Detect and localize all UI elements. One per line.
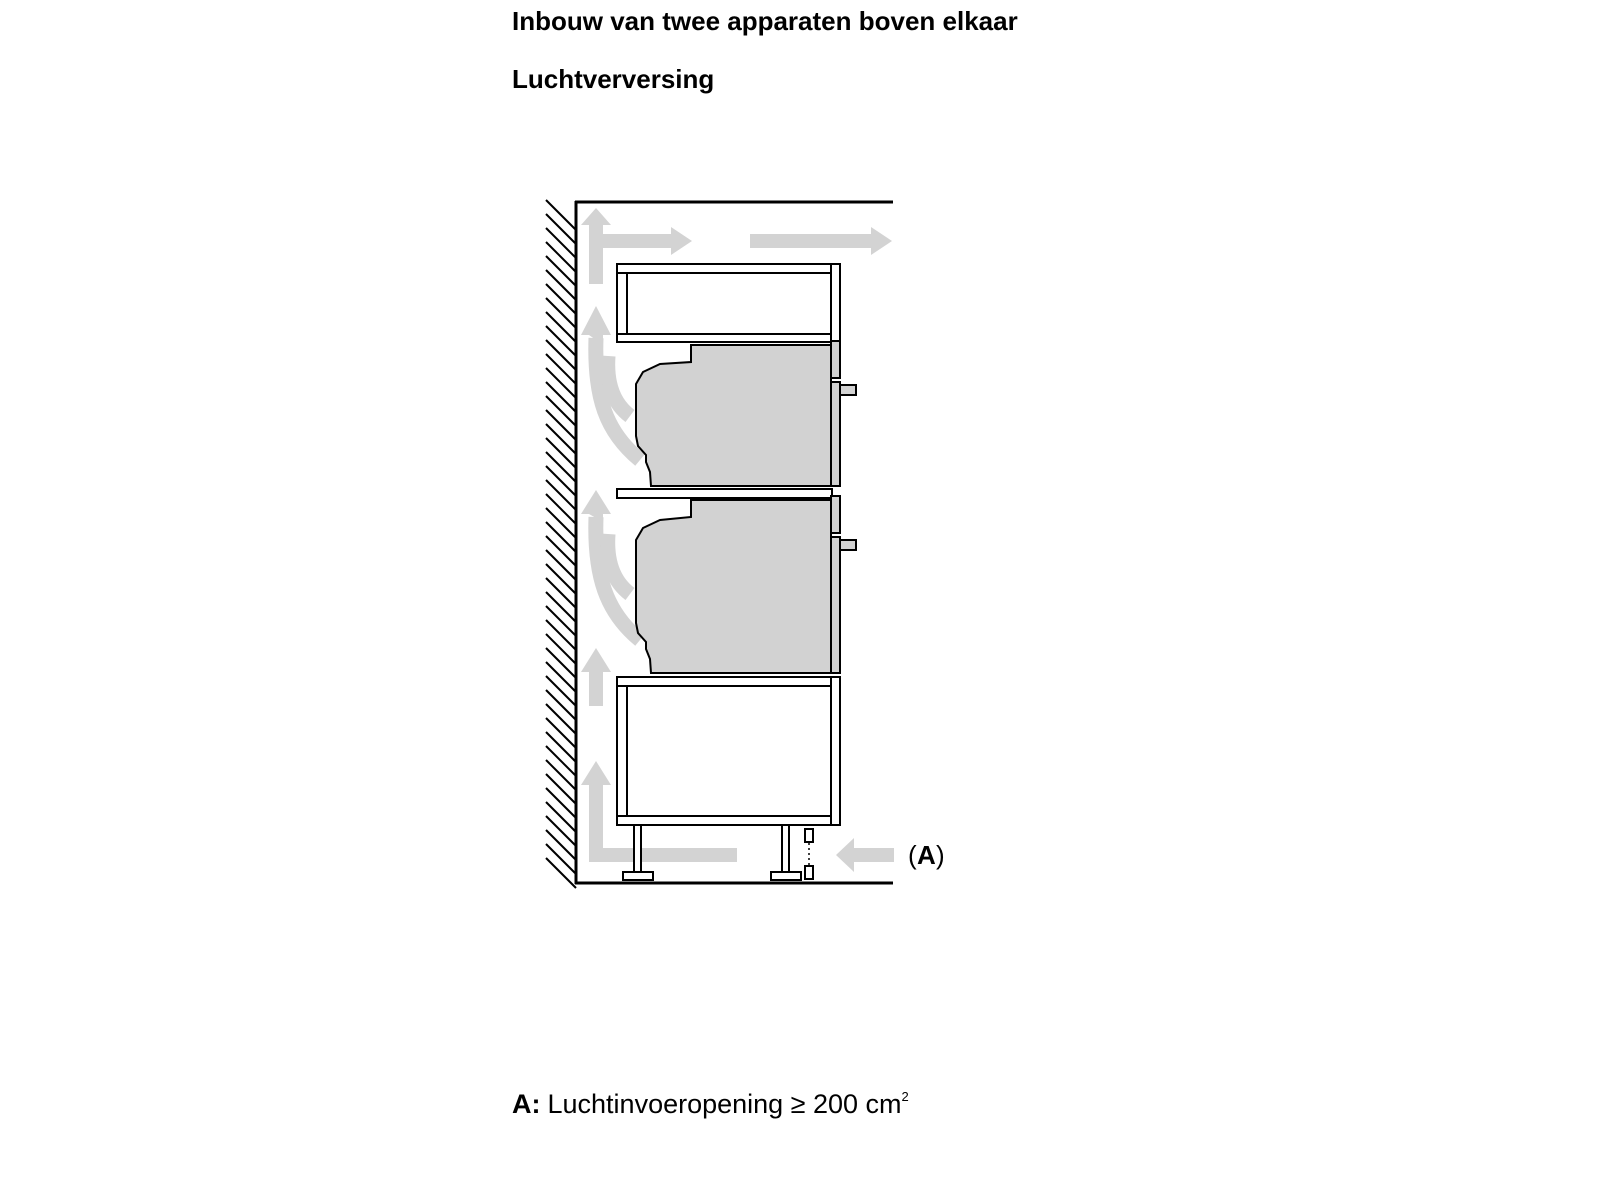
hatch-line bbox=[546, 606, 576, 636]
hatch-line bbox=[546, 438, 576, 468]
hatch-line bbox=[546, 410, 576, 440]
hatch-line bbox=[546, 522, 576, 552]
hatch-line bbox=[546, 270, 576, 300]
hatch-line bbox=[546, 536, 576, 566]
hatch-line bbox=[546, 634, 576, 664]
hatch-line bbox=[546, 802, 576, 832]
hatch-line bbox=[546, 284, 576, 314]
callout-open-paren: ( bbox=[908, 840, 917, 870]
intermediate-shelf bbox=[617, 489, 832, 498]
callout-label-a: A bbox=[917, 840, 936, 870]
hatch-line bbox=[546, 354, 576, 384]
hatch-line bbox=[546, 830, 576, 860]
cabinet-icon bbox=[617, 677, 840, 825]
hatch-line bbox=[546, 550, 576, 580]
hatch-line bbox=[546, 578, 576, 608]
hatch-line bbox=[546, 466, 576, 496]
hatch-line bbox=[546, 214, 576, 244]
hatch-line bbox=[546, 396, 576, 426]
hatch-line bbox=[546, 648, 576, 678]
hatch-line bbox=[546, 676, 576, 706]
hatch-line bbox=[546, 816, 576, 846]
page-title: Inbouw van twee apparaten boven elkaar bbox=[512, 6, 1018, 36]
hatch-line bbox=[546, 340, 576, 370]
hatch-line bbox=[546, 774, 576, 804]
hatch-line bbox=[546, 480, 576, 510]
hatch-line bbox=[546, 746, 576, 776]
hatch-line bbox=[546, 704, 576, 734]
legend-key: A: bbox=[512, 1089, 541, 1119]
hatch-line bbox=[546, 592, 576, 622]
hatch-line bbox=[546, 788, 576, 818]
hatch-line bbox=[546, 858, 576, 888]
hatch-line bbox=[546, 760, 576, 790]
hatch-line bbox=[546, 228, 576, 258]
hatch-line bbox=[546, 844, 576, 874]
hatch-line bbox=[546, 312, 576, 342]
oven-icon bbox=[636, 341, 856, 486]
hatch-line bbox=[546, 732, 576, 762]
hatch-line bbox=[546, 662, 576, 692]
legend-unit-superscript: 2 bbox=[901, 1089, 909, 1104]
hatch-line bbox=[546, 564, 576, 594]
hatch-line bbox=[546, 424, 576, 454]
hatch-line bbox=[546, 298, 576, 328]
hatch-line bbox=[546, 508, 576, 538]
hatch-line bbox=[546, 326, 576, 356]
hatch-line bbox=[546, 452, 576, 482]
oven-icon bbox=[636, 496, 856, 673]
hatch-line bbox=[546, 382, 576, 412]
hatch-line bbox=[546, 256, 576, 286]
hatch-line bbox=[546, 368, 576, 398]
hatch-line bbox=[546, 620, 576, 650]
hatch-line bbox=[546, 718, 576, 748]
legend-text: Luchtinvoeropening ≥ 200 cm bbox=[547, 1089, 902, 1119]
callout-close-paren: ) bbox=[936, 840, 945, 870]
hatch-line bbox=[546, 242, 576, 272]
legend bbox=[512, 1081, 909, 1120]
hatch-line bbox=[546, 690, 576, 720]
hatch-line bbox=[546, 200, 576, 230]
upper-cabinet bbox=[617, 264, 840, 342]
section-subtitle: Luchtverversing bbox=[512, 64, 715, 94]
hatch-line bbox=[546, 494, 576, 524]
wall-hatch-icon bbox=[546, 200, 576, 888]
